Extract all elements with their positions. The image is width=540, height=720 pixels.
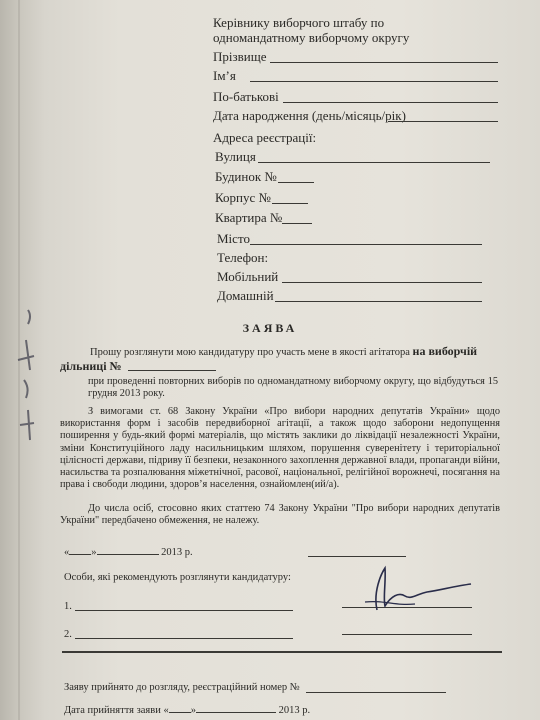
street-line[interactable] bbox=[258, 162, 490, 163]
building-line[interactable] bbox=[272, 203, 308, 204]
recommender-2-number: 2. bbox=[64, 629, 72, 640]
polling-station-number-label: дільниці № bbox=[60, 359, 122, 373]
apartment-line[interactable] bbox=[282, 223, 312, 224]
registration-number-line[interactable] bbox=[306, 692, 446, 693]
recommenders-label: Особи, які рекомендують розглянути кандидатуру: bbox=[64, 572, 291, 583]
document-title: ЗАЯВА bbox=[242, 321, 298, 335]
recommender-1-number: 1. bbox=[64, 601, 72, 612]
name-label: Ім’я bbox=[213, 68, 236, 83]
recommender-2-line[interactable] bbox=[75, 638, 293, 639]
home-phone-line[interactable] bbox=[275, 301, 482, 302]
polling-station-label: на виборчій bbox=[412, 344, 478, 358]
paragraph-1-start: Прошу розглянути мою кандидатуру про участь мене в якості агітатора на виборчій bbox=[90, 344, 478, 358]
acceptance-label: Заяву прийнято до розгляду, реєстраційний номер № bbox=[64, 682, 300, 693]
street-label: Вулиця bbox=[215, 149, 256, 164]
surname-line[interactable] bbox=[270, 62, 498, 63]
building-label: Корпус № bbox=[215, 190, 271, 205]
paragraph-2: З вимогами ст. 68 Закону України «Про вибори народних депутатів України» щодо використання форм і засобів передвиборної агітації, а також щодо заборони недопущення поширення у будь-який формі матеріалів, що містять заклики до ліквідації незалежності України, зміни Конституційного ладу насильницьким шляхом, порушення суверенітету і територіальної цілісності держави, підриву її безпеки, незаконного захоплення державної влади, пропаганди війни, насильства та розпалювання міжетнічної, расової, національної, релігійної ворожнечі, посягання на права і свободи людини, здоров’я населення, ознайомлен(ий/а). bbox=[60, 406, 500, 491]
addressee-line-1: Керівнику виборчого штабу по bbox=[213, 15, 385, 30]
apartment-label: Квартира № bbox=[215, 210, 283, 225]
phone-label: Телефон: bbox=[217, 250, 269, 265]
name-line[interactable] bbox=[250, 81, 498, 82]
paragraph-3: До числа осіб, стосовно яких статтею 74 Закону України "Про вибори народних депутатів України" передбачено обмеження, не належу. bbox=[60, 503, 500, 527]
house-label: Будинок № bbox=[215, 169, 277, 184]
recommender-1-line[interactable] bbox=[75, 610, 293, 611]
city-line[interactable] bbox=[250, 244, 482, 245]
surname-label: Прізвище bbox=[213, 49, 267, 64]
polling-station-number-line[interactable] bbox=[128, 370, 216, 371]
applicant-signature-line[interactable] bbox=[308, 556, 406, 557]
recommender-2-signature-line[interactable] bbox=[342, 634, 472, 635]
section-divider bbox=[62, 651, 502, 653]
house-line[interactable] bbox=[278, 182, 314, 183]
mobile-line[interactable] bbox=[282, 282, 482, 283]
application-date: « » 2013 р. bbox=[64, 547, 193, 558]
city-label: Місто bbox=[217, 231, 250, 246]
home-phone-label: Домашній bbox=[217, 288, 274, 303]
addressee-line-2: одномандатному виборчому округу bbox=[213, 30, 410, 45]
mobile-label: Мобільний bbox=[217, 269, 279, 284]
patronymic-line[interactable] bbox=[283, 102, 498, 103]
handwritten-signature bbox=[355, 562, 475, 622]
birth-date-label: Дата народження (день/місяць/рік) bbox=[213, 108, 406, 123]
acceptance-date: Дата прийняття заяви « » 2013 р. bbox=[64, 705, 311, 716]
reg-address-label: Адреса реєстрації: bbox=[213, 130, 317, 145]
patronymic-label: По-батькові bbox=[213, 89, 279, 104]
paragraph-1-continuation: при проведенні повторних виборів по одномандатному виборчому округу, що відбудуться 15 грудня 2013 року. bbox=[88, 376, 498, 400]
birth-date-line[interactable] bbox=[388, 121, 498, 122]
